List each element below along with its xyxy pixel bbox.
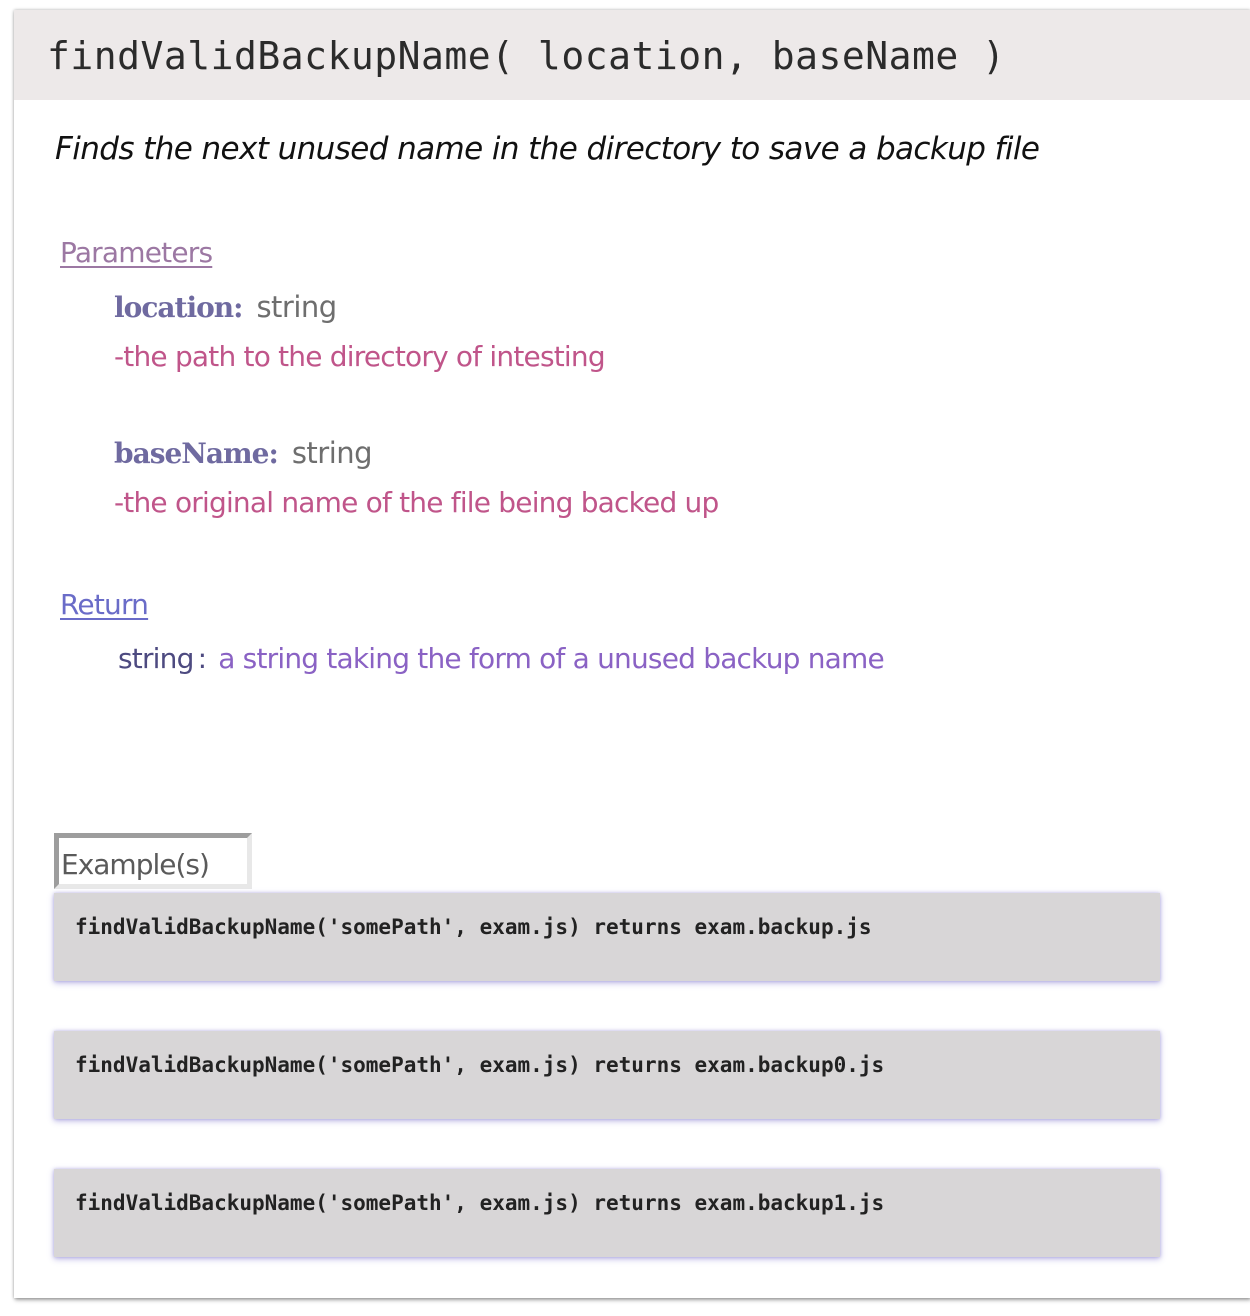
- function-header: [14, 10, 1250, 100]
- return-colon: :: [197, 642, 207, 675]
- param-type: string: [291, 436, 373, 470]
- param-basename: [114, 436, 372, 470]
- example-code: findValidBackupName('somePath', exam.js) returns exam.backup0.js: [75, 1053, 885, 1077]
- function-doc-card: [14, 10, 1250, 1298]
- param-location: [114, 290, 337, 324]
- example-code: findValidBackupName('somePath', exam.js) returns exam.backup.js: [75, 915, 872, 939]
- param-name: baseName:: [114, 437, 278, 470]
- examples-tab[interactable]: [54, 833, 252, 889]
- example-code: findValidBackupName('somePath', exam.js) returns exam.backup1.js: [75, 1191, 885, 1215]
- examples-tab-label: Example(s): [61, 848, 209, 881]
- return-heading[interactable]: Return: [60, 588, 149, 621]
- return-description: a string taking the form of a unused backup name: [218, 642, 884, 675]
- example-box: [54, 893, 1160, 981]
- example-box: [54, 1169, 1160, 1257]
- return-info: [118, 642, 884, 675]
- example-box: [54, 1031, 1160, 1119]
- function-signature: findValidBackupName( location, baseName ): [47, 34, 1006, 78]
- param-name: location:: [114, 291, 243, 324]
- param-type: string: [256, 290, 337, 324]
- parameters-heading[interactable]: Parameters: [60, 236, 213, 269]
- return-type: string: [118, 642, 194, 675]
- param-description: -the original name of the file being backed up: [114, 486, 719, 519]
- function-description: Finds the next unused name in the directory to save a backup file: [55, 131, 1040, 167]
- param-description: -the path to the directory of intesting: [114, 340, 605, 373]
